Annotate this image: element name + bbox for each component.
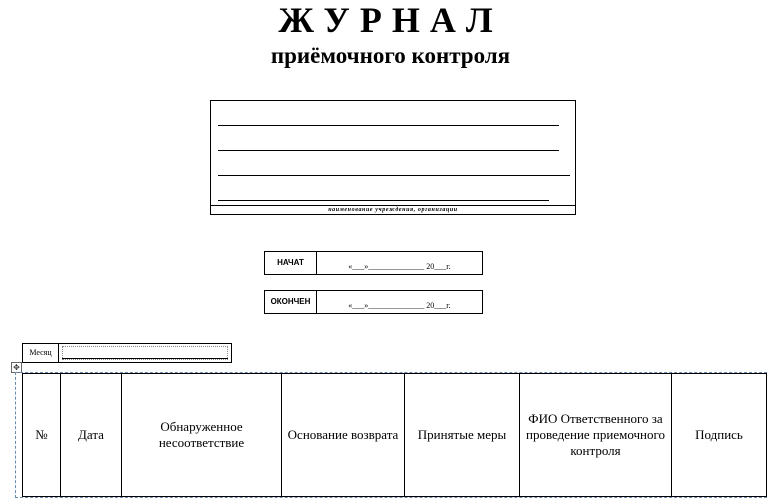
journal-title: ЖУРНАЛ xyxy=(278,0,503,40)
organization-line-2 xyxy=(218,150,559,151)
ended-date-field[interactable]: «___»______________ 20___г. xyxy=(348,301,451,310)
column-header-measures[interactable]: Принятые меры xyxy=(405,374,520,497)
started-date-field[interactable]: «___»______________ 20___г. xyxy=(348,262,451,271)
column-header-return-reason[interactable]: Основание возврата xyxy=(282,374,405,497)
month-underline xyxy=(62,358,228,359)
organization-line-4 xyxy=(218,200,549,201)
organization-line-3 xyxy=(218,175,570,176)
table-header-row xyxy=(23,374,767,497)
ended-label: ОКОНЧЕН xyxy=(265,291,317,313)
column-header-number[interactable]: № xyxy=(23,374,61,497)
column-header-nonconformity[interactable]: Обнаруженное несоответствие xyxy=(122,374,282,497)
column-header-signature[interactable]: Подпись xyxy=(672,374,767,497)
organization-name-box[interactable] xyxy=(210,100,576,206)
journal-table xyxy=(22,373,767,497)
started-label: НАЧАТ xyxy=(265,252,317,274)
month-row xyxy=(22,343,232,363)
column-header-responsible[interactable]: ФИО Ответственного за проведение приемочного контроля xyxy=(520,374,672,497)
column-header-date[interactable]: Дата xyxy=(61,374,122,497)
started-row xyxy=(264,251,483,275)
ended-row xyxy=(264,290,483,314)
month-field[interactable] xyxy=(59,344,231,362)
organization-caption: наименование учреждения, организации xyxy=(210,205,576,215)
organization-line-1 xyxy=(218,125,559,126)
month-label: Месяц xyxy=(23,344,59,362)
journal-subtitle: приёмочного контроля xyxy=(270,43,511,68)
move-icon[interactable]: ✥ xyxy=(11,362,22,373)
